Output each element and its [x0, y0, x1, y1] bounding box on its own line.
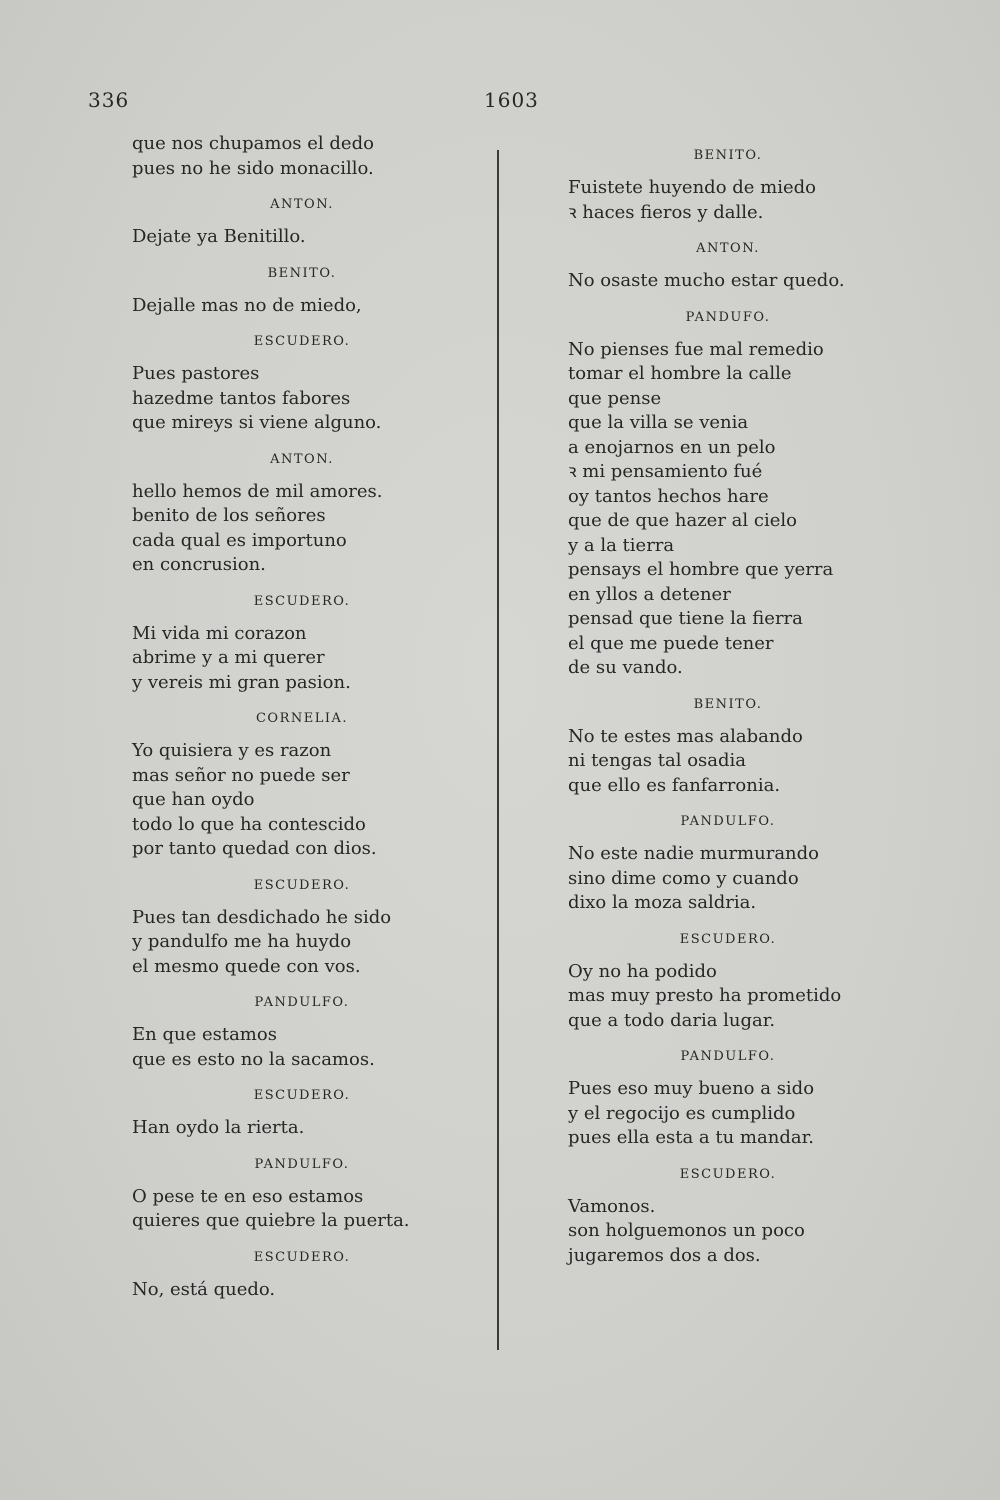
verse-line: Pues tan desdichado he sido: [132, 906, 392, 928]
speaker-name: ANTON.: [270, 451, 334, 467]
speaker-name: ESCUDERO.: [253, 1088, 351, 1103]
verse-line: todo lo que ha contescido: [132, 813, 366, 835]
verse-line: No, está quedo.: [132, 1278, 276, 1300]
verse-line: Oy no ha podido: [568, 960, 717, 982]
speaker-name: PANDULFO.: [680, 1049, 776, 1064]
verse-line: Pues eso muy bueno a sido: [568, 1078, 815, 1099]
verse-line: que la villa se venia: [568, 412, 749, 433]
verse-line: jugaremos dos a dos.: [568, 1244, 761, 1266]
dialogue-block: [132, 594, 472, 696]
verse-line: y a la tierra: [568, 534, 675, 556]
verse-line: en concrusion.: [132, 554, 266, 575]
verse-line: O pese te en eso estamos: [132, 1185, 364, 1207]
speaker-name: ESCUDERO.: [253, 1249, 351, 1265]
verse-line: que han oydo: [132, 789, 255, 810]
dialogue-block: [132, 995, 472, 1072]
verse-line: de su vando.: [568, 657, 683, 678]
dialogue-block: [132, 132, 472, 181]
speaker-name: PANDUFO.: [685, 309, 771, 325]
verse-line: por tanto quedad con dios.: [132, 838, 377, 859]
dialogue-block: [132, 197, 472, 250]
dialogue-block: [568, 814, 888, 916]
verse-line: pues no he sido monacillo.: [132, 157, 374, 179]
dialogue-block: [568, 932, 888, 1034]
verse-line: ꝛ haces fieros y dalle.: [568, 201, 764, 223]
dialogue-block: [568, 1049, 888, 1151]
verse-line: pensad que tiene la fierra: [568, 608, 803, 629]
verse-line: y el regocijo es cumplido: [568, 1102, 796, 1124]
dialogue-block: [132, 1250, 472, 1303]
verse-line: hello hemos de mil amores.: [132, 480, 383, 502]
verse-line: ni tengas tal osadia: [568, 750, 747, 771]
speaker-name: ESCUDERO.: [679, 1166, 777, 1182]
dialogue-block: [132, 711, 472, 862]
dialogue-block: [568, 697, 888, 799]
speaker-name: ESCUDERO.: [253, 593, 351, 609]
speaker-name: BENITO.: [267, 265, 337, 281]
speaker-name: BENITO.: [693, 148, 763, 163]
verse-line: Pues pastores: [132, 363, 260, 384]
verse-line: oy tantos hechos hare: [568, 485, 769, 507]
verse-line: ꝛ mi pensamiento fué: [568, 461, 763, 482]
dialogue-block: [568, 1167, 888, 1269]
verse-line: Dejate ya Benitillo.: [132, 226, 306, 247]
page-number-left: 336: [88, 88, 130, 112]
verse-line: en yllos a detener: [568, 583, 731, 605]
verse-line: No osaste mucho estar quedo.: [568, 270, 845, 291]
verse-line: quieres que quiebre la puerta.: [132, 1210, 410, 1231]
verse-line: cada qual es importuno: [132, 529, 347, 551]
right-text-column: [568, 132, 888, 1268]
verse-line: Dejalle mas no de miedo,: [132, 294, 362, 316]
dialogue-block: [568, 241, 888, 294]
verse-line: dixo la moza saldria.: [568, 892, 757, 913]
column-divider: [497, 150, 499, 1350]
dialogue-block: [132, 1088, 472, 1141]
speaker-name: ANTON.: [270, 197, 334, 212]
verse-line: Yo quisiera y es razon: [132, 740, 332, 761]
verse-line: que nos chupamos el dedo: [132, 133, 374, 154]
dialogue-block: [132, 334, 472, 436]
speaker-name: ESCUDERO.: [253, 334, 351, 349]
verse-line: Han oydo la rierta.: [132, 1117, 305, 1138]
verse-line: No pienses fue mal remedio: [568, 338, 824, 360]
dialogue-block: [132, 452, 472, 578]
verse-line: mas muy presto ha prometido: [568, 985, 842, 1006]
speaker-name: CORNELIA.: [255, 711, 349, 726]
speaker-name: PANDULFO.: [680, 814, 776, 829]
speaker-name: PANDULFO.: [254, 995, 350, 1010]
verse-line: sino dime como y cuando: [568, 867, 799, 889]
speaker-name: PANDULFO.: [254, 1156, 350, 1172]
verse-line: pues ella esta a tu mandar.: [568, 1127, 814, 1148]
verse-line: abrime y a mi querer: [132, 647, 325, 668]
dialogue-block: [132, 1157, 472, 1234]
dialogue-block: [132, 266, 472, 319]
verse-line: En que estamos: [132, 1024, 277, 1045]
verse-line: mas señor no puede ser: [132, 764, 350, 786]
speaker-name: BENITO.: [693, 696, 763, 712]
verse-line: y pandulfo me ha huydo: [132, 931, 352, 952]
verse-line: hazedme tantos fabores: [132, 387, 351, 409]
verse-line: que ello es fanfarronia.: [568, 774, 781, 796]
verse-line: son holguemonos un poco: [568, 1220, 805, 1241]
speaker-name: ESCUDERO.: [679, 931, 777, 947]
verse-line: No este nadie murmurando: [568, 843, 819, 864]
verse-line: que es esto no la sacamos.: [132, 1048, 375, 1070]
dialogue-block: [568, 148, 888, 225]
page-number-center: 1603: [484, 88, 539, 112]
left-text-column: [132, 132, 472, 1302]
dialogue-block: [568, 310, 888, 681]
verse-line: y vereis mi gran pasion.: [132, 671, 351, 693]
speaker-name: ANTON.: [696, 241, 760, 256]
verse-line: que a todo daria lugar.: [568, 1009, 776, 1031]
verse-line: tomar el hombre la calle: [568, 363, 792, 384]
verse-line: a enojarnos en un pelo: [568, 436, 776, 458]
verse-line: Vamonos.: [568, 1195, 656, 1217]
verse-line: Mi vida mi corazon: [132, 622, 307, 644]
verse-line: que de que hazer al cielo: [568, 510, 797, 531]
verse-line: el que me puede tener: [568, 632, 774, 654]
verse-line: No te estes mas alabando: [568, 725, 803, 747]
verse-line: Fuistete huyendo de miedo: [568, 177, 816, 198]
verse-line: pensays el hombre que yerra: [568, 559, 834, 580]
verse-line: el mesmo quede con vos.: [132, 955, 361, 977]
speaker-name: ESCUDERO.: [253, 877, 351, 893]
verse-line: que pense: [568, 387, 662, 409]
verse-line: que mireys si viene alguno.: [132, 412, 382, 433]
dialogue-block: [132, 878, 472, 980]
verse-line: benito de los señores: [132, 505, 326, 526]
